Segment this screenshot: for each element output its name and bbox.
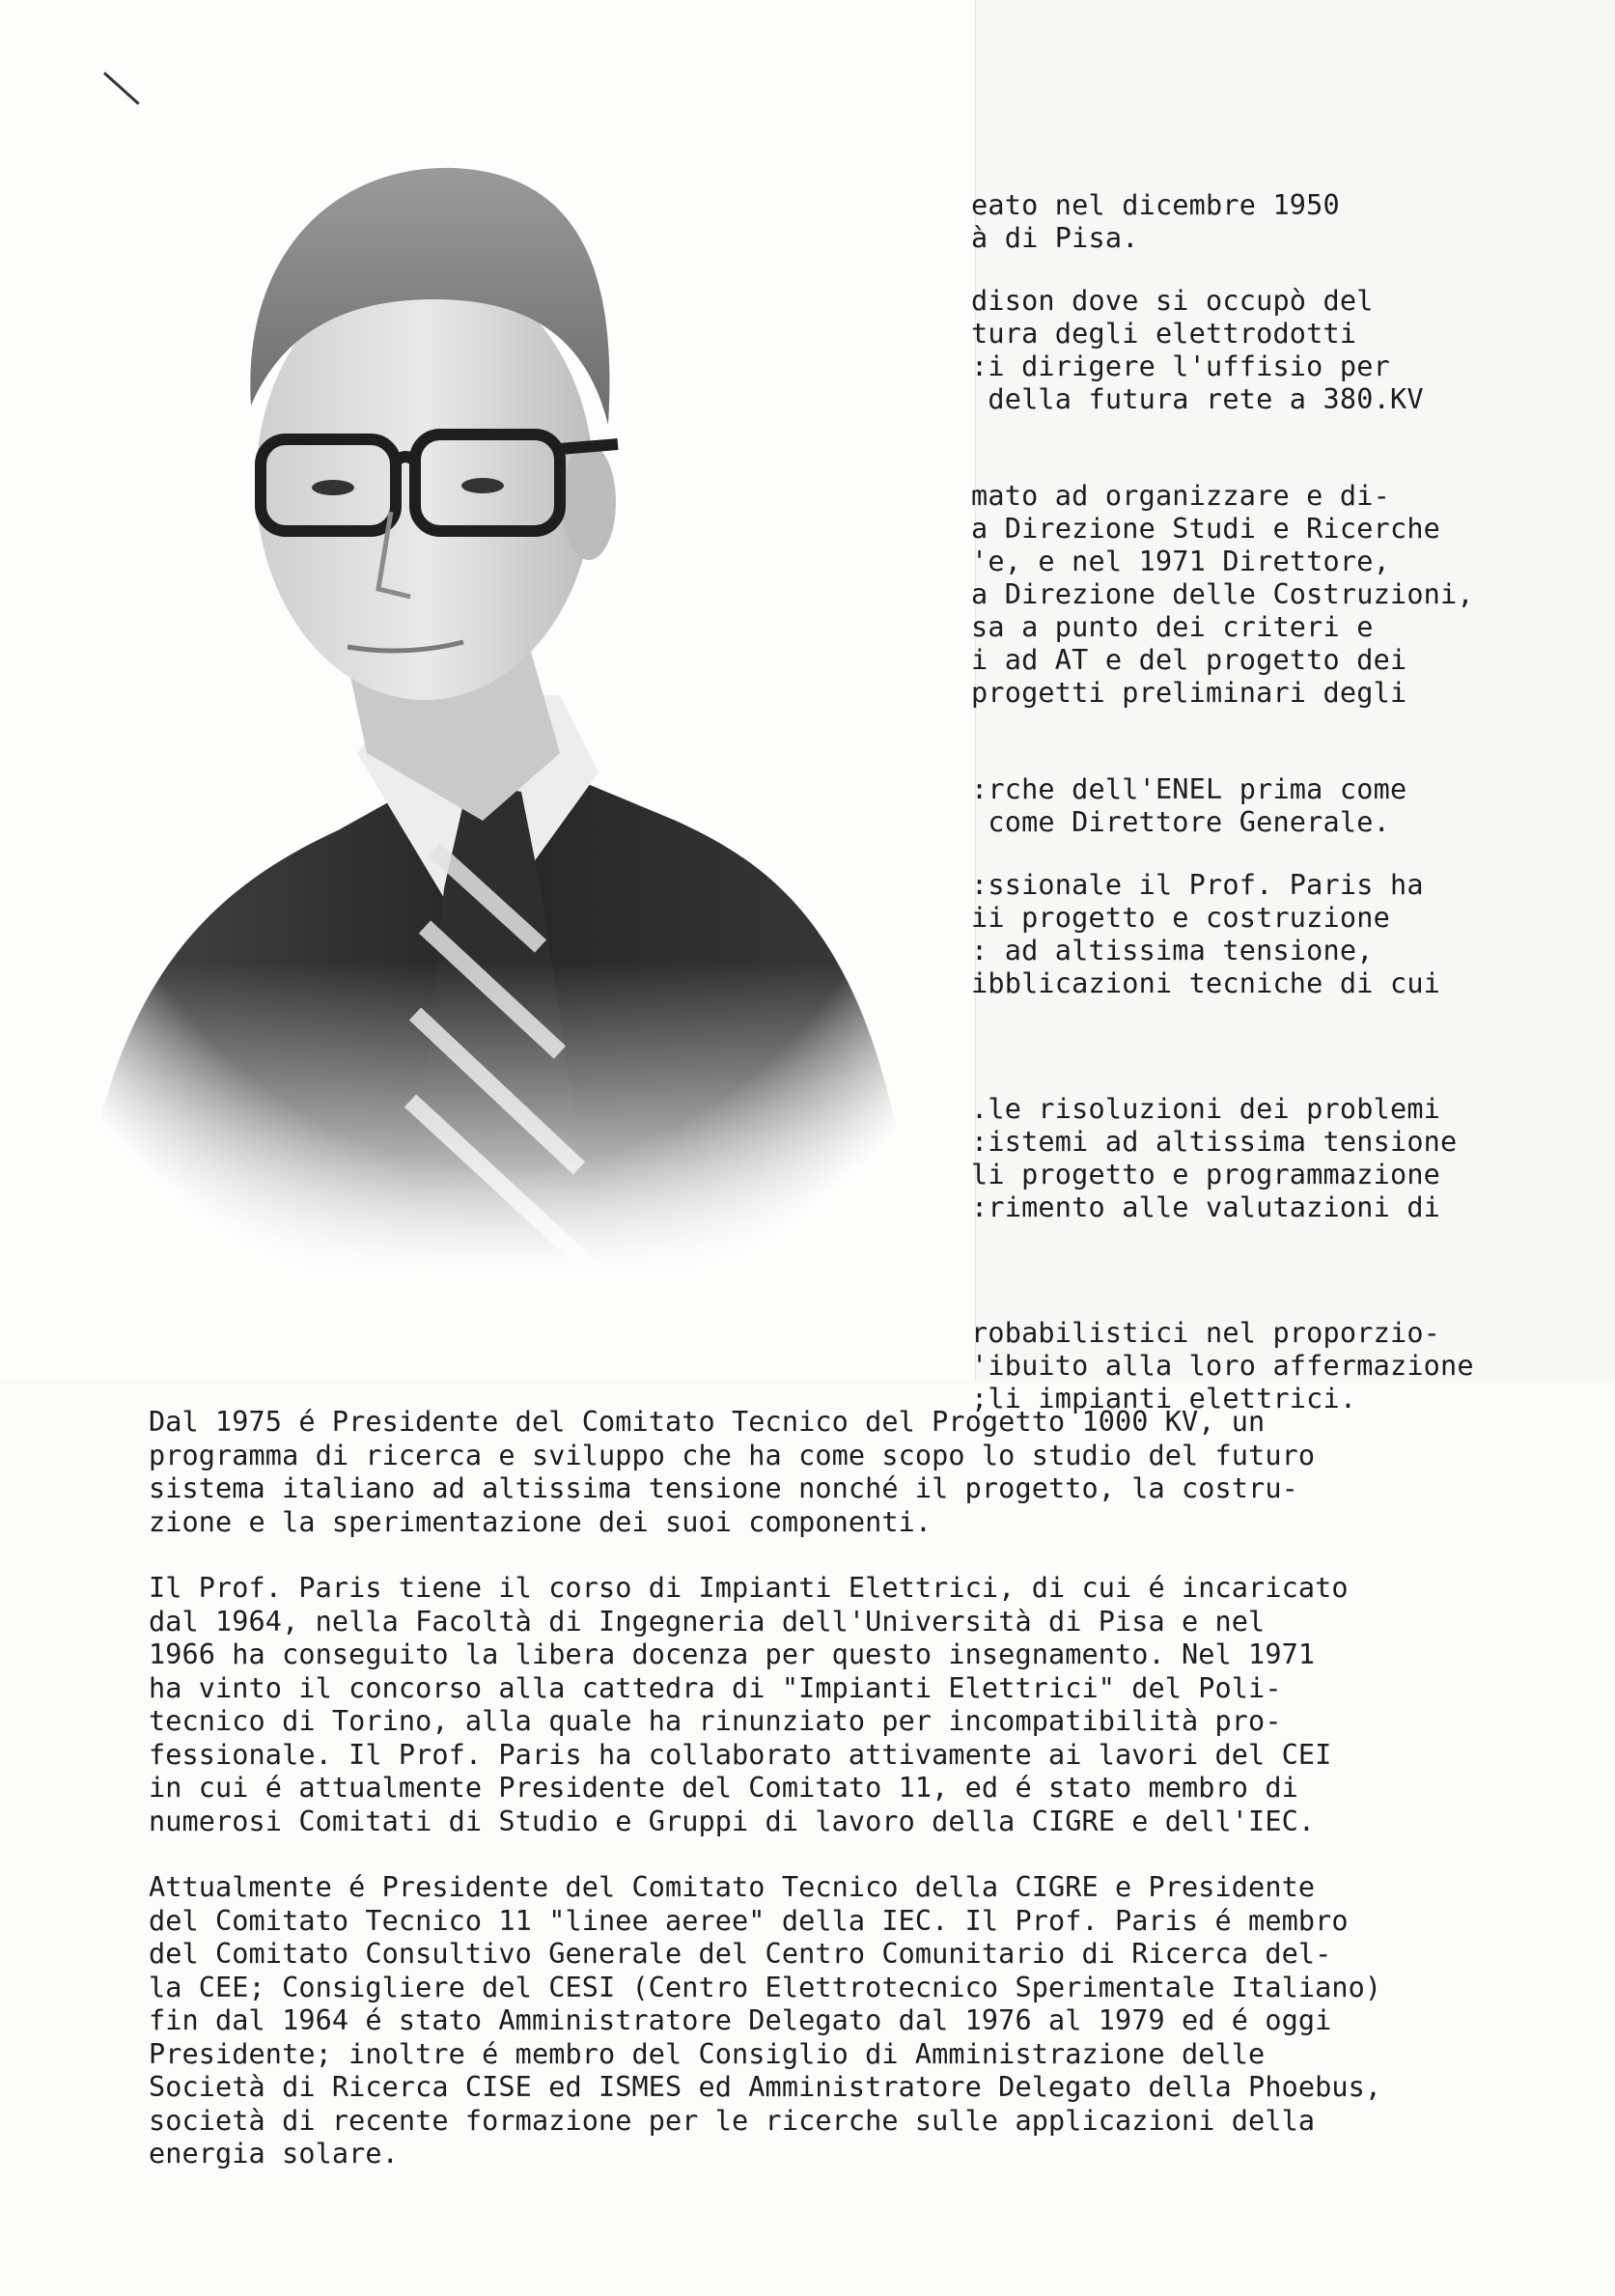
right-paragraph <box>971 480 1608 710</box>
text-line: a Direzione Studi e Ricerche <box>971 513 1441 545</box>
text-line: programma di ricerca e sviluppo che ha come scopo lo studio del futuro <box>149 1439 1316 1471</box>
text-line: società di recente formazione per le ricerche sulle applicazioni della <box>149 2104 1316 2137</box>
text-line: progetti preliminari degli <box>971 677 1407 709</box>
text-line: dison dove si occupò del <box>971 285 1374 317</box>
text-line: Attualmente é Presidente del Comitato Tecnico della CIGRE e Presidente <box>149 1871 1316 1903</box>
text-line: energia solare. <box>149 2138 399 2170</box>
text-line: numerosi Comitati di Studio e Gruppi di lavoro della CIGRE e dell'IEC. <box>149 1805 1316 1837</box>
text-line: del Comitato Consultivo Generale del Centro Comunitario di Ricerca del- <box>149 1938 1332 1970</box>
biography-paragraph <box>149 1406 1577 1539</box>
text-line: fin dal 1964 é stato Amministratore Delegato dal 1976 al 1979 ed é oggi <box>149 2004 1332 2036</box>
text-line: 'ibuito alla loro affermazione <box>971 1350 1474 1382</box>
text-line: zione e la sperimentazione dei suoi componenti. <box>149 1505 933 1538</box>
text-line: li progetto e programmazione <box>971 1159 1441 1190</box>
right-paragraph <box>971 1093 1608 1224</box>
text-line: come Direttore Generale. <box>971 806 1390 838</box>
text-line: ii progetto e costruzione <box>971 902 1390 934</box>
text-line: Presidente; inoltre é membro del Consiglio di Amministrazione delle <box>149 2037 1266 2070</box>
text-line: la CEE; Consigliere del CESI (Centro Elettrotecnico Sperimentale Italiano) <box>149 1971 1382 2003</box>
text-line: del Comitato Tecnico 11 "linee aeree" della IEC. Il Prof. Paris é membro <box>149 1904 1349 1937</box>
right-paragraph <box>971 285 1608 416</box>
text-line: à di Pisa. <box>971 222 1139 254</box>
biography-paragraph <box>149 1572 1577 1838</box>
portrait-photo <box>19 154 946 1274</box>
text-line: ;li impianti elettrici. <box>971 1383 1357 1414</box>
text-line: 'e, e nel 1971 Direttore, <box>971 546 1390 577</box>
right-text-column <box>971 189 1608 1415</box>
text-line: :i dirigere l'uffisio per <box>971 350 1390 382</box>
text-line: .le risoluzioni dei problemi <box>971 1093 1441 1125</box>
text-line: Dal 1975 é Presidente del Comitato Tecnico del Progetto 1000 KV, un <box>149 1406 1266 1438</box>
text-line: sistema italiano ad altissima tensione nonché il progetto, la costru- <box>149 1472 1298 1504</box>
text-line: :rche dell'ENEL prima come <box>971 773 1407 805</box>
text-line: tecnico di Torino, alla quale ha rinunziato per incompatibilità pro- <box>149 1705 1282 1737</box>
text-line: Il Prof. Paris tiene il corso di Impianti Elettrici, di cui é incaricato <box>149 1572 1349 1604</box>
right-paragraph <box>971 189 1608 255</box>
text-line: Società di Ricerca CISE ed ISMES ed Amministratore Delegato della Phoebus, <box>149 2071 1382 2103</box>
biography-text <box>149 1406 1577 2204</box>
right-paragraph <box>971 773 1608 839</box>
text-line: mato ad organizzare e di- <box>971 480 1390 512</box>
text-line: :istemi ad altissima tensione <box>971 1126 1458 1158</box>
text-line: della futura rete a 380.KV <box>971 383 1424 415</box>
text-line: eato nel dicembre 1950 <box>971 189 1340 221</box>
text-line: ibblicazioni tecniche di cui <box>971 967 1441 999</box>
right-paragraph <box>971 1317 1608 1415</box>
text-line: sa a punto dei criteri e <box>971 611 1374 643</box>
text-line: 1966 ha conseguito la libera docenza per questo insegnamento. Nel 1971 <box>149 1638 1316 1670</box>
text-line: :ssionale il Prof. Paris ha <box>971 869 1424 901</box>
text-line: : ad altissima tensione, <box>971 935 1374 966</box>
text-line: in cui é attualmente Presidente del Comitato 11, ed é stato membro di <box>149 1772 1298 1804</box>
text-line: tura degli elettrodotti <box>971 318 1357 350</box>
text-line: i ad AT e del progetto dei <box>971 644 1407 676</box>
text-line: dal 1964, nella Facoltà di Ingegneria dell'Università di Pisa e nel <box>149 1605 1266 1638</box>
text-line: a Direzione delle Costruzioni, <box>971 578 1474 610</box>
text-line: :rimento alle valutazioni di <box>971 1191 1441 1223</box>
right-paragraph <box>971 869 1608 1000</box>
text-line: robabilistici nel proporzio- <box>971 1317 1441 1349</box>
text-line: ha vinto il concorso alla cattedra di "Impianti Elettrici" del Poli- <box>149 1671 1282 1704</box>
text-line: fessionale. Il Prof. Paris ha collaborato attivamente ai lavori del CEI <box>149 1738 1332 1771</box>
biography-paragraph <box>149 1871 1577 2171</box>
